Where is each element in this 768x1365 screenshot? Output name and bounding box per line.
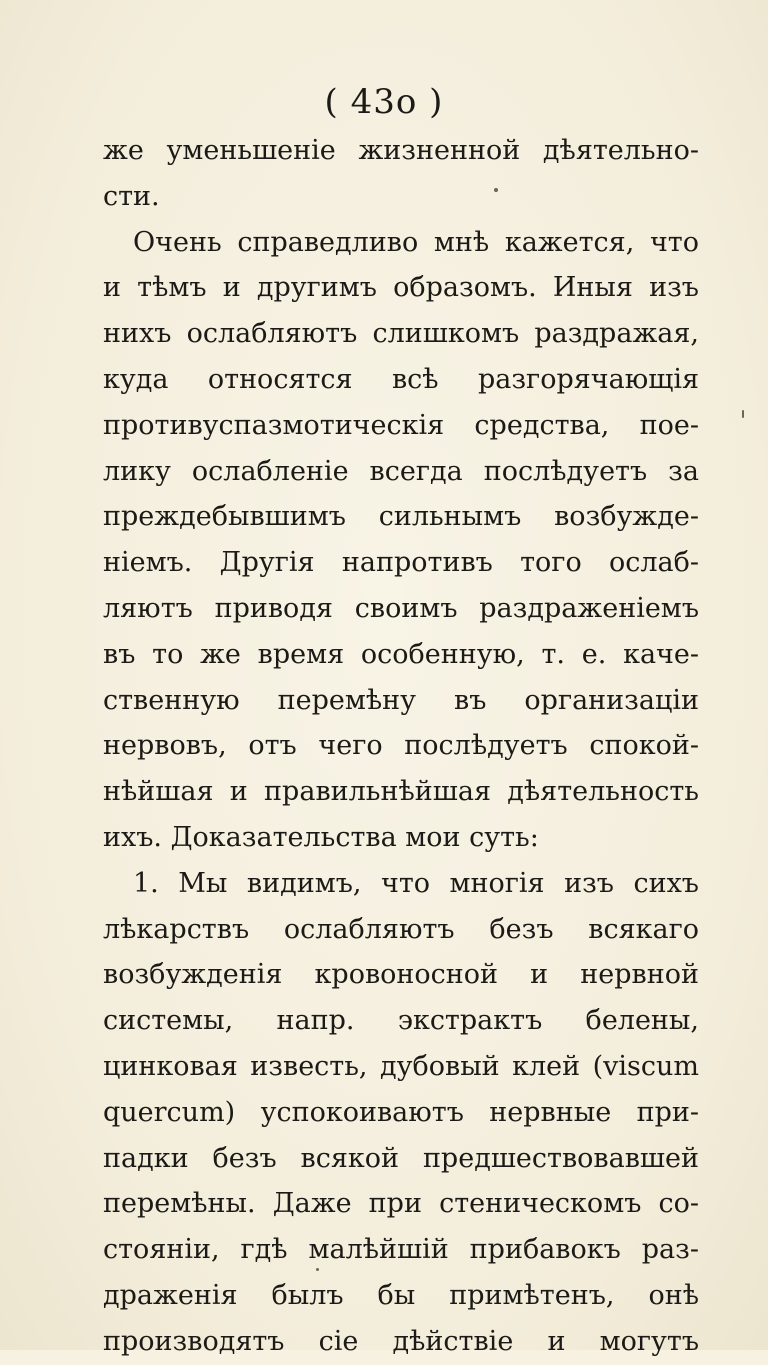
text-line: драженiя былъ бы примѣтенъ, онѣ	[103, 1279, 699, 1311]
text-line: нѣйшая и правильнѣйшая дѣятельность	[103, 776, 699, 808]
text-line: падки безъ всякой предшествовавшей	[103, 1142, 699, 1174]
text-line: сти.	[103, 180, 160, 212]
text-line: цинковая известь, дубовый клей (viscum	[103, 1050, 699, 1082]
text-line: quercum) успокоиваютъ нервные при-	[103, 1096, 699, 1128]
text-line: противуспазмотическiя средства, пое-	[103, 409, 699, 441]
text-line: же уменьшенiе жизненной дѣятельно-	[103, 135, 699, 166]
text-line: лику ослабленiе всегда послѣдуетъ за	[103, 455, 699, 487]
text-line: нервовъ, отъ чего послѣдуетъ спокой-	[103, 730, 699, 762]
text-line: куда относятся всѣ разгорячающiя	[103, 363, 699, 395]
text-line: преждебывшимъ сильнымъ возбужде-	[103, 501, 699, 533]
text-line: нiемъ. Другiя напротивъ того ослаб-	[103, 547, 699, 579]
text-line: ственную перемѣну въ организацiи	[103, 684, 699, 716]
text-line: Очень справедливо мнѣ кажется, что	[133, 226, 699, 258]
text-line: 1. Мы видимъ, что многiя изъ сихъ	[133, 867, 699, 899]
text-line: производятъ сiе дѣйствiе и могутъ	[103, 1325, 699, 1357]
text-line: стоянiи, гдѣ малѣйшiй прибавокъ раз-	[103, 1234, 699, 1266]
text-line: лѣкарствъ ослабляютъ безъ всякаго	[103, 913, 699, 945]
text-line: ихъ. Доказательства мои суть:	[103, 821, 539, 853]
text-line: въ то же время особенную, т. е. каче-	[103, 638, 699, 670]
text-line: нихъ ослабляютъ слишкомъ раздражая,	[103, 318, 699, 350]
text-line: перемѣны. Даже при стеническомъ со-	[103, 1188, 699, 1220]
text-line: возбужденiя кровоносной и нервной	[103, 959, 699, 991]
text-line: ляютъ приводя своимъ раздраженiемъ	[103, 592, 699, 624]
paper-speck	[494, 188, 498, 192]
paper-speck	[742, 410, 744, 418]
text-line: системы, напр. экстрактъ белены,	[103, 1005, 699, 1037]
paper-speck	[316, 1268, 319, 1271]
page-number: ( 43о )	[324, 82, 444, 122]
text-line: и тѣмъ и другимъ образомъ. Иныя изъ	[103, 272, 699, 304]
body-text	[103, 128, 699, 1365]
